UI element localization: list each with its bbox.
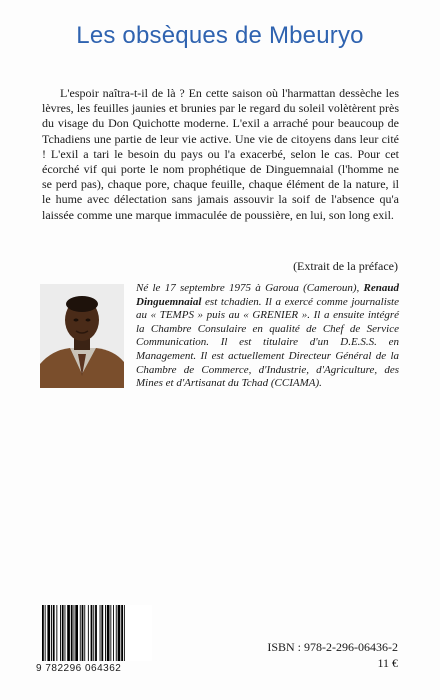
barcode-bar bbox=[118, 605, 121, 661]
preface-excerpt: L'espoir naîtra-t-il de là ? En cette saison où l'harmattan dessèche les lèvres, les feuilles jaunies et brunies par le regard du soleil volètèrent près du visage du Don Quichotte moderne. L'exil a arraché pour beaucoup de Tchadiens une partie de leur vie active. Une vie de citoyens dans leur cité ! L'exil a tari le besoin du pays ou l'a exacerbé, selon le cas. Pour cet écorché vif qui porte le nom prophétique de Dinguemnaial (l'homme ne se perd pas), chaque pore, chaque feuille, chaque élément de la nature, il le hume avec délectation sans jamais assouvir la soif de l'absence qu'a laissée comme une marque immaculée de poussière, en lui, son long exil. bbox=[42, 86, 399, 222]
barcode-bar bbox=[80, 605, 81, 661]
barcode-bars bbox=[40, 605, 152, 661]
price: 11 € bbox=[377, 656, 398, 670]
barcode-bar bbox=[60, 605, 61, 661]
barcode-bar bbox=[67, 605, 70, 661]
barcode-bar bbox=[107, 605, 110, 661]
excerpt-source: (Extrait de la préface) bbox=[293, 259, 398, 273]
barcode-bar bbox=[91, 605, 93, 661]
barcode-bar bbox=[71, 605, 73, 661]
author-name: Renaud Dinguemnaial bbox=[136, 282, 399, 308]
barcode-bar bbox=[93, 605, 94, 661]
barcode-bar bbox=[51, 605, 52, 661]
barcode-bar bbox=[116, 605, 117, 661]
barcode-bar bbox=[45, 605, 46, 661]
barcode-bar bbox=[105, 605, 106, 661]
barcode-bar bbox=[56, 605, 57, 661]
barcode-bar bbox=[84, 605, 85, 661]
barcode-bar bbox=[82, 605, 84, 661]
barcode-bar bbox=[75, 605, 78, 661]
barcode-bar bbox=[100, 605, 101, 661]
barcode-bar bbox=[124, 605, 125, 661]
barcode bbox=[40, 605, 152, 661]
barcode-bar bbox=[113, 605, 114, 661]
barcode-bar bbox=[101, 605, 103, 661]
barcode-bar bbox=[74, 605, 75, 661]
author-photo bbox=[40, 284, 124, 388]
bio-intro: Né le 17 septembre 1975 à Garoua (Cameroun), bbox=[136, 282, 364, 294]
barcode-bar bbox=[110, 605, 111, 661]
bio-rest: est tchadien. Il a exercé comme journaliste au « TEMPS » puis au « GRENIER ». Il a ensuite intégré la Chambre Consulaire en qualité de Chef de Service Communication. Il est titulaire d'un D.E.S.S. en Management. Il est actuellement Directeur Général de la Chambre de Commerce, d'Industrie, d'Agriculture, des Mines et d'Artisanat du Tchad (CCIAMA). bbox=[136, 295, 399, 390]
barcode-bar bbox=[62, 605, 64, 661]
author-portrait-icon bbox=[40, 284, 124, 388]
barcode-bar bbox=[88, 605, 89, 661]
barcode-bar bbox=[53, 605, 55, 661]
barcode-bar bbox=[47, 605, 50, 661]
book-title: Les obsèques de Mbeuryo bbox=[76, 22, 364, 49]
barcode-bar bbox=[65, 605, 66, 661]
barcode-bar bbox=[121, 605, 123, 661]
author-bio bbox=[136, 282, 399, 391]
isbn: ISBN : 978-2-296-06436-2 bbox=[267, 640, 398, 654]
barcode-bar bbox=[95, 605, 97, 661]
barcode-digits: 9 782296 064362 bbox=[36, 663, 122, 674]
barcode-bar bbox=[42, 605, 44, 661]
